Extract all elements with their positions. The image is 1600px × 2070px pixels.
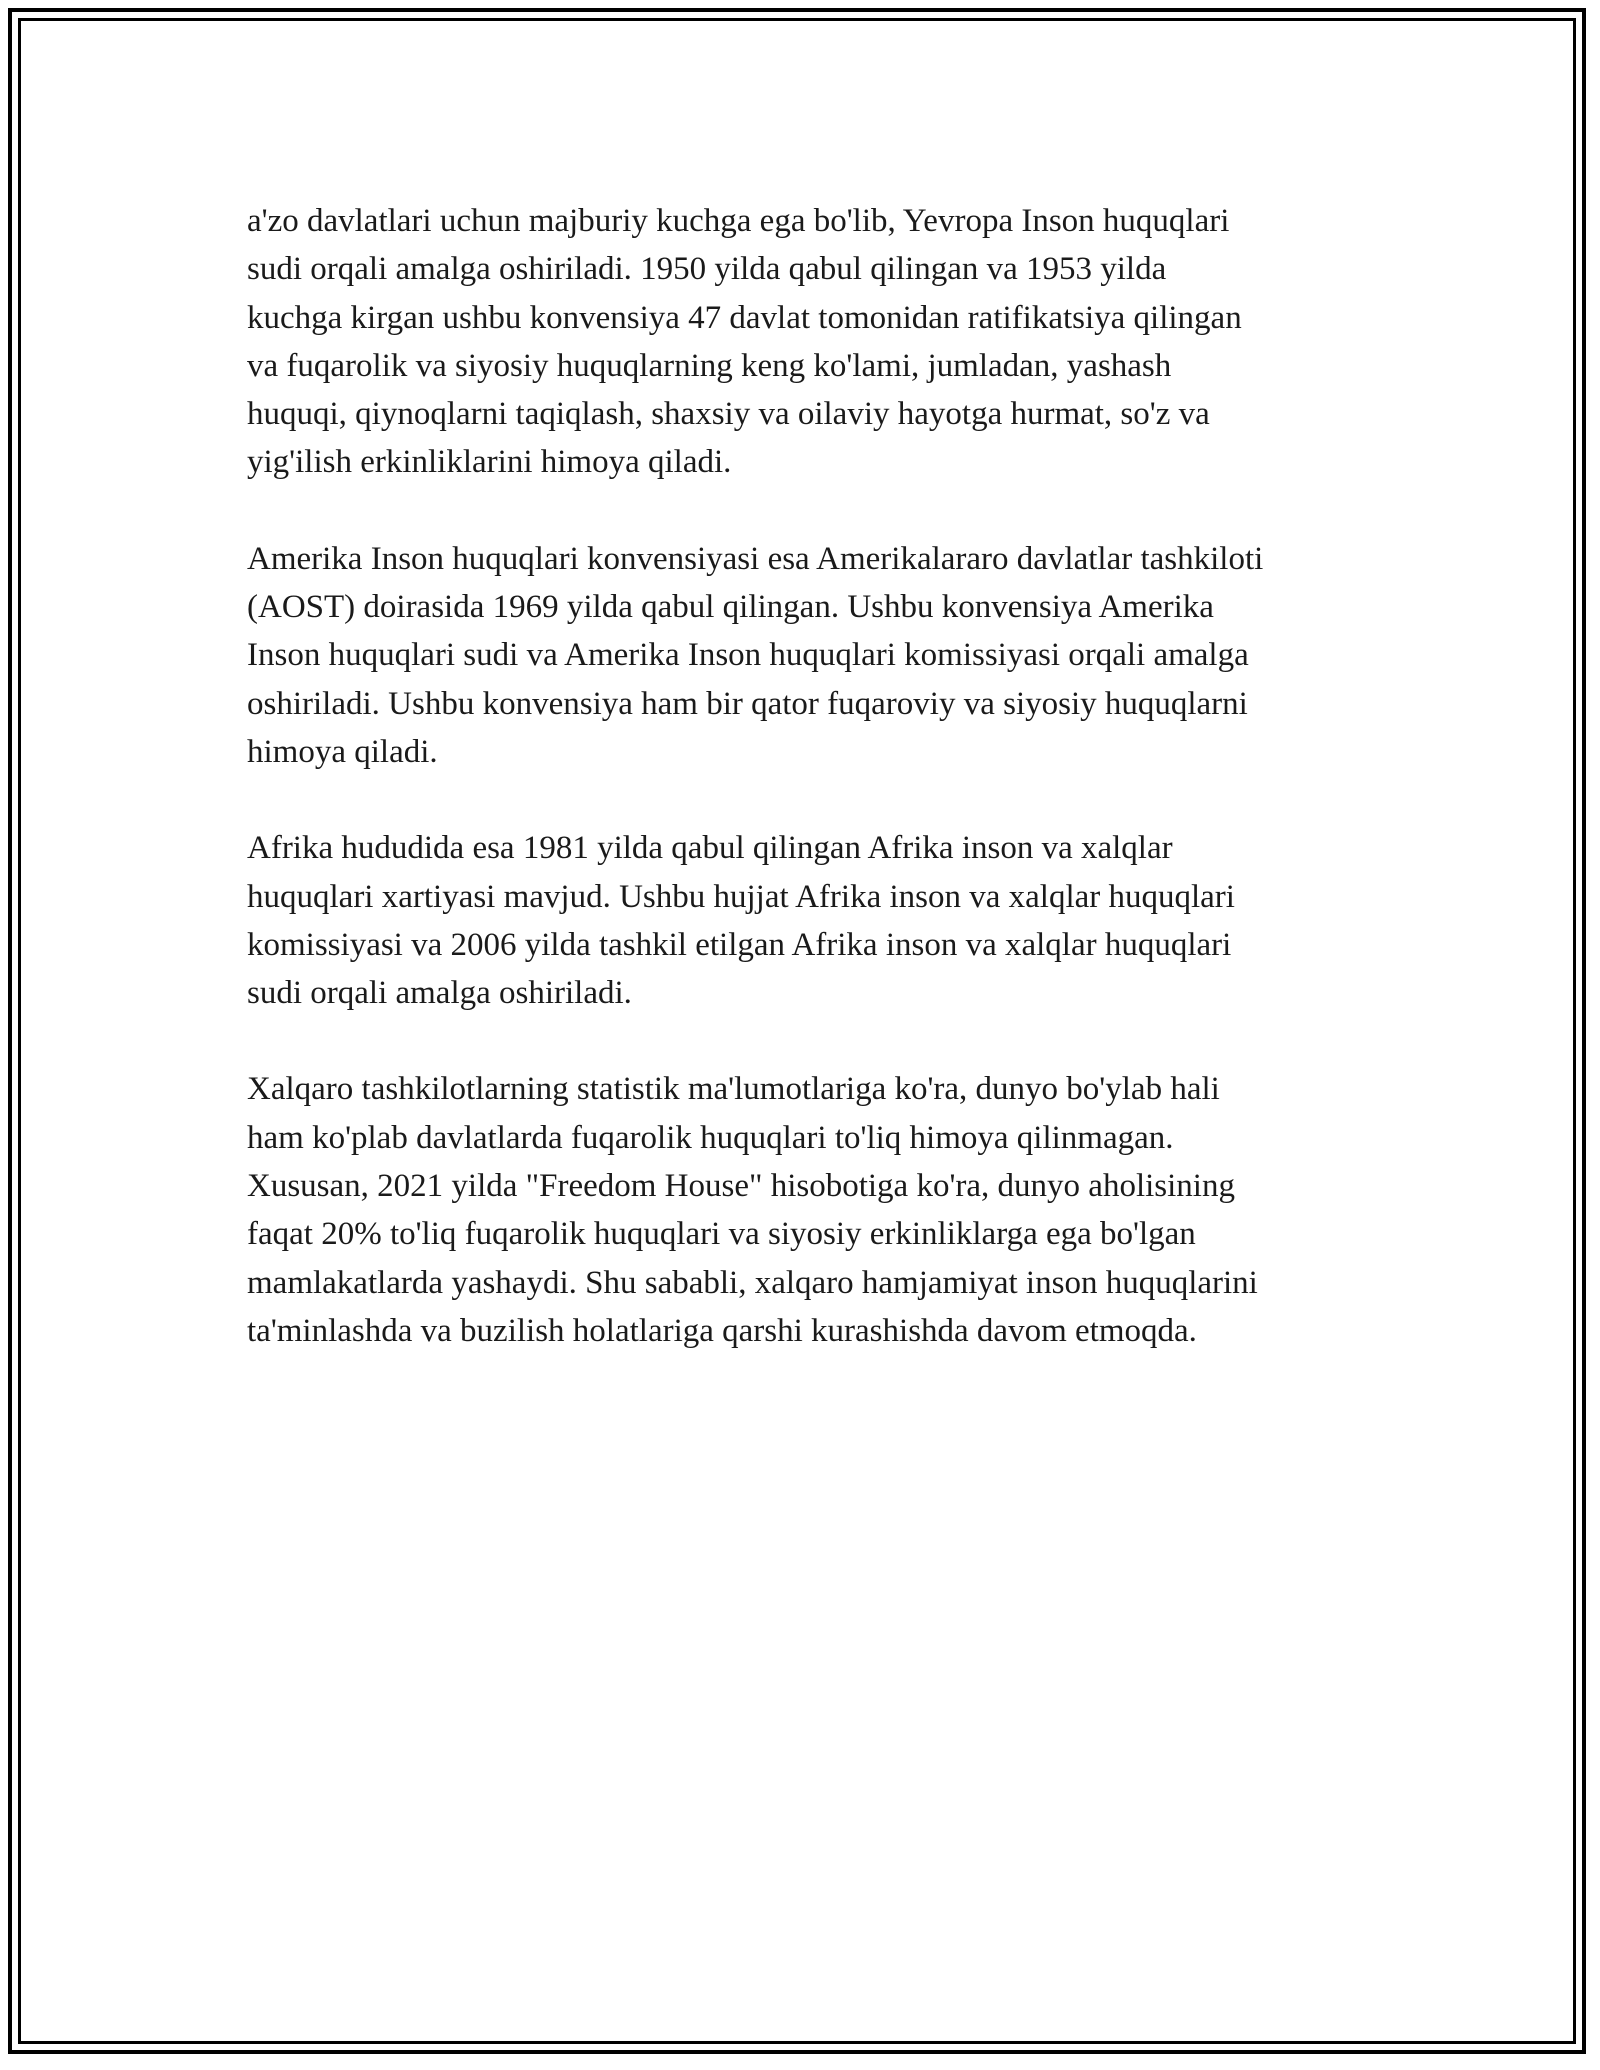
text-line: yig'ilish erkinliklarini himoya qiladi. [247,444,732,481]
document-body [247,197,1387,1403]
paragraph-statistics [247,1065,1387,1355]
text-line: huquqlari xartiyasi mavjud. Ushbu hujjat Afrika inson va xalqlar huquqlari [247,878,1235,915]
text-line: Xususan, 2021 yilda "Freedom House" hisobotiga ko'ra, dunyo aholisining [247,1168,1235,1205]
text-line: sudi orqali amalga oshiriladi. 1950 yilda qabul qilingan va 1953 yilda [247,251,1167,288]
text-line: kuchga kirgan ushbu konvensiya 47 davlat tomonidan ratifikatsiya qilingan [247,299,1242,336]
text-line: va fuqarolik va siyosiy huquqlarning keng ko'lami, jumladan, yashash [247,347,1172,384]
text-line: oshiriladi. Ushbu konvensiya ham bir qator fuqaroviy va siyosiy huquqlarni [247,685,1248,722]
paragraph-american-convention [247,535,1387,776]
text-line: ta'minlashda va buzilish holatlariga qarshi kurashishda davom etmoqda. [247,1312,1197,1349]
text-line: Amerika Inson huquqlari konvensiyasi esa Amerikalararo davlatlar tashkiloti [247,540,1264,577]
text-line: a'zo davlatlari uchun majburiy kuchga ega bo'lib, Yevropa Inson huquqlari [247,203,1230,239]
paragraph-european-convention [247,197,1387,487]
text-line: mamlakatlarda yashaydi. Shu sababli, xalqaro hamjamiyat inson huquqlarini [247,1264,1258,1301]
text-line: huquqi, qiynoqlarni taqiqlash, shaxsiy va oilaviy hayotga hurmat, so'z va [247,396,1210,433]
text-line: komissiyasi va 2006 yilda tashkil etilgan Afrika inson va xalqlar huquqlari [247,926,1232,963]
text-line: Xalqaro tashkilotlarning statistik ma'lumotlariga ko'ra, dunyo bo'ylab hali [247,1071,1220,1108]
text-line: sudi orqali amalga oshiriladi. [247,975,632,1012]
text-line: ham ko'plab davlatlarda fuqarolik huquqlari to'liq himoya qilinmagan. [247,1119,1174,1156]
page-border [8,8,1586,2054]
text-line: (AOST) doirasida 1969 yilda qabul qilingan. Ushbu konvensiya Amerika [247,589,1214,626]
text-line: faqat 20% to'liq fuqarolik huquqlari va siyosiy erkinliklarga ega bo'lgan [247,1216,1196,1253]
text-line: Afrika hududida esa 1981 yilda qabul qilingan Afrika inson va xalqlar [247,830,1173,867]
text-line: himoya qiladi. [247,733,438,770]
paragraph-african-charter [247,824,1387,1017]
text-line: Inson huquqlari sudi va Amerika Inson huquqlari komissiyasi orqali amalga [247,637,1249,674]
